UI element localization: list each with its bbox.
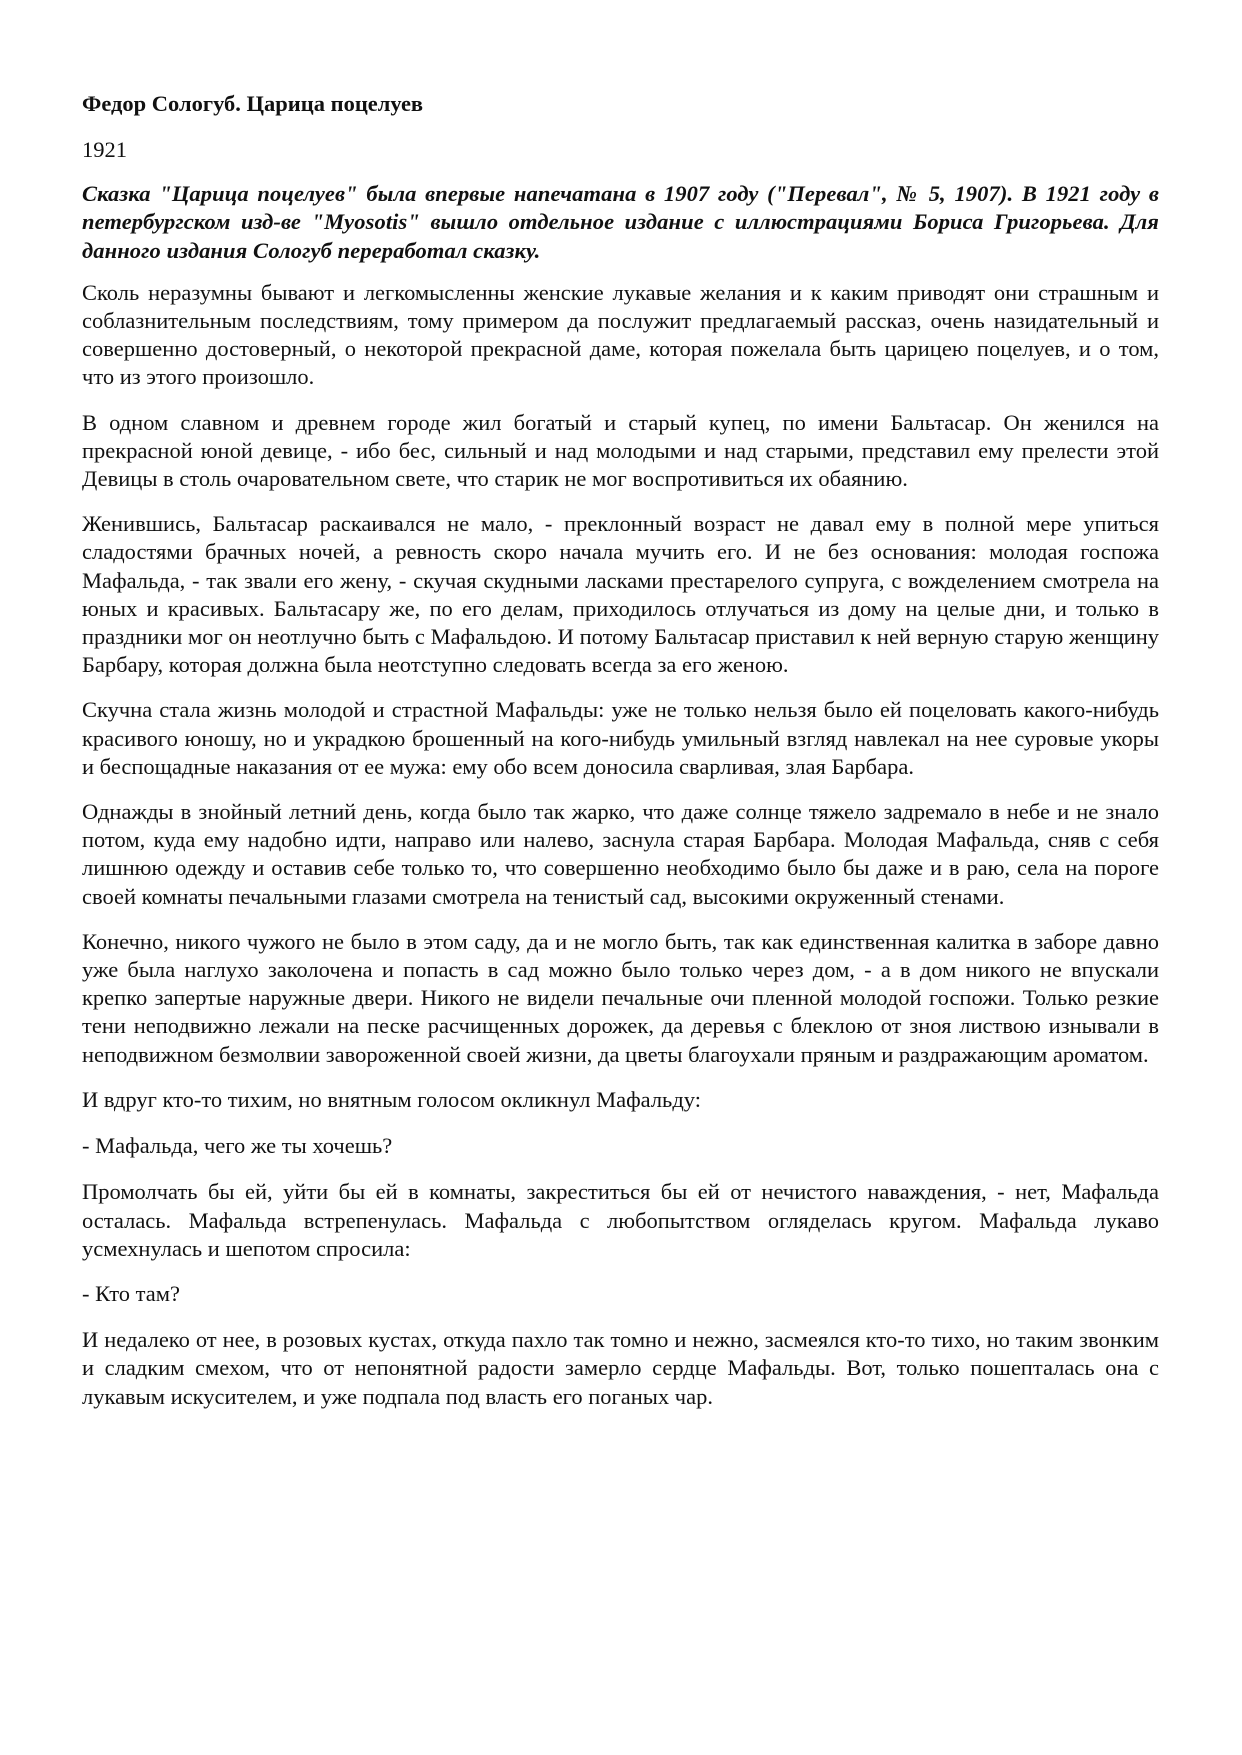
paragraph: И недалеко от нее, в розовых кустах, откуда пахло так томно и нежно, засмеялся кто-то тихо, но таким звонким и сладким смехом, что от непонятной радости замерло сердце Мафальды. Вот, только пошепталась она с лукавым искусителем, и уже подпала под власть его поганых чар.	[82, 1327, 1159, 1409]
paragraph: И вдруг кто-то тихим, но внятным голосом окликнул Мафальду:	[82, 1086, 701, 1112]
paragraph: Конечно, никого чужого не было в этом саду, да и не могло быть, так как единственная калитка в заборе давно уже была наглухо заколочена и попасть в сад можно было только через дом, - а в дом никого не впускали крепко запертые наружные двери. Никого не видели печальные очи пленной молодой госпожи. Только резкие тени неподвижно лежали на песке расчищенных дорожек, да деревья с блеклою от зноя листвою изнывали в неподвижном безмолвии завороженной своей жизни, да цветы благоухали пряным и раздражающим ароматом.	[82, 928, 1159, 1067]
paragraph: Сколь неразумны бывают и легкомысленны женские лукавые желания и к каким приводят они страшным и соблазнительным последствиям, тому примером да послужит предлагаемый рассказ, очень назидательный и совершенно достоверный, о некоторой прекрасной даме, которая пожелала быть царицею поцелуев, и о том, что из этого произошло.	[82, 279, 1159, 390]
paragraph: Однажды в знойный летний день, когда было так жарко, что даже солнце тяжело задремало в небе и не знало потом, куда ему надобно идти, направо или налево, заснула старая Барбара. Молодая Мафальда, сняв с себя лишнюю одежду и оставив себе только то, что совершенно необходимо было бы даже и в раю, села на пороге своей комнаты печальными глазами смотрела на тенистый сад, высокими окруженный стенами.	[82, 799, 1159, 909]
paragraph: Скучна стала жизнь молодой и страстной Мафальды: уже не только нельзя было ей поцеловать какого-нибудь красивого юношу, но и украдкою брошенный на кого-нибудь умильный взгляд навлекал на нее суровые укоры и беспощадные наказания от ее мужа: ему обо всем доносила сварливая, злая Барбара.	[82, 697, 1159, 779]
dialogue-line: - Кто там?	[82, 1280, 180, 1306]
dialogue-line: - Мафальда, чего же ты хочешь?	[82, 1133, 393, 1159]
document-page	[82, 90, 1159, 1428]
paragraph: Женившись, Бальтасар раскаивался не мало, - преклонный возраст не давал ему в полной мере упиться сладостями брачных ночей, а ревность скоро начала мучить его. И не без основания: молодая госпожа Мафальда, - так звали его жену, - скучая скудными ласками престарелого супруга, с вожделением смотрела на юных и красивых. Бальтасару же, по его делам, приходилось отлучаться из дому на целые дни, и только в праздники мог он неотлучно быть с Мафальдою. И потому Бальтасар приставил к ней верную старую женщину Барбару, которая должна была неотступно следовать всегда за его женою.	[82, 511, 1159, 678]
paragraph: В одном славном и древнем городе жил богатый и старый купец, по имени Бальтасар. Он женился на прекрасной юной девице, - ибо бес, сильный и над молодыми и над старыми, представил ему прелести этой Девицы в столь очаровательном свете, что старик не мог воспротивиться их обаянию.	[82, 409, 1159, 492]
document-title: Федор Сологуб. Царица поцелуев	[82, 91, 424, 116]
editorial-note: Сказка "Царица поцелуев" была впервые напечатана в 1907 году ("Перевал", № 5, 1907). В 1921 году в петербургском изд-ве "Myosotis" вышло отдельное издание с иллюстрациями Бориса Григорьева. Для данного издания Сологуб переработал сказку.	[82, 181, 1159, 263]
publication-year: 1921	[82, 137, 127, 162]
paragraph: Промолчать бы ей, уйти бы ей в комнаты, закреститься бы ей от нечистого наваждения, - нет, Мафальда осталась. Мафальда встрепенулась. Мафальда с любопытством огляделась кругом. Мафальда лукаво усмехнулась и шепотом спросила:	[82, 1179, 1159, 1261]
